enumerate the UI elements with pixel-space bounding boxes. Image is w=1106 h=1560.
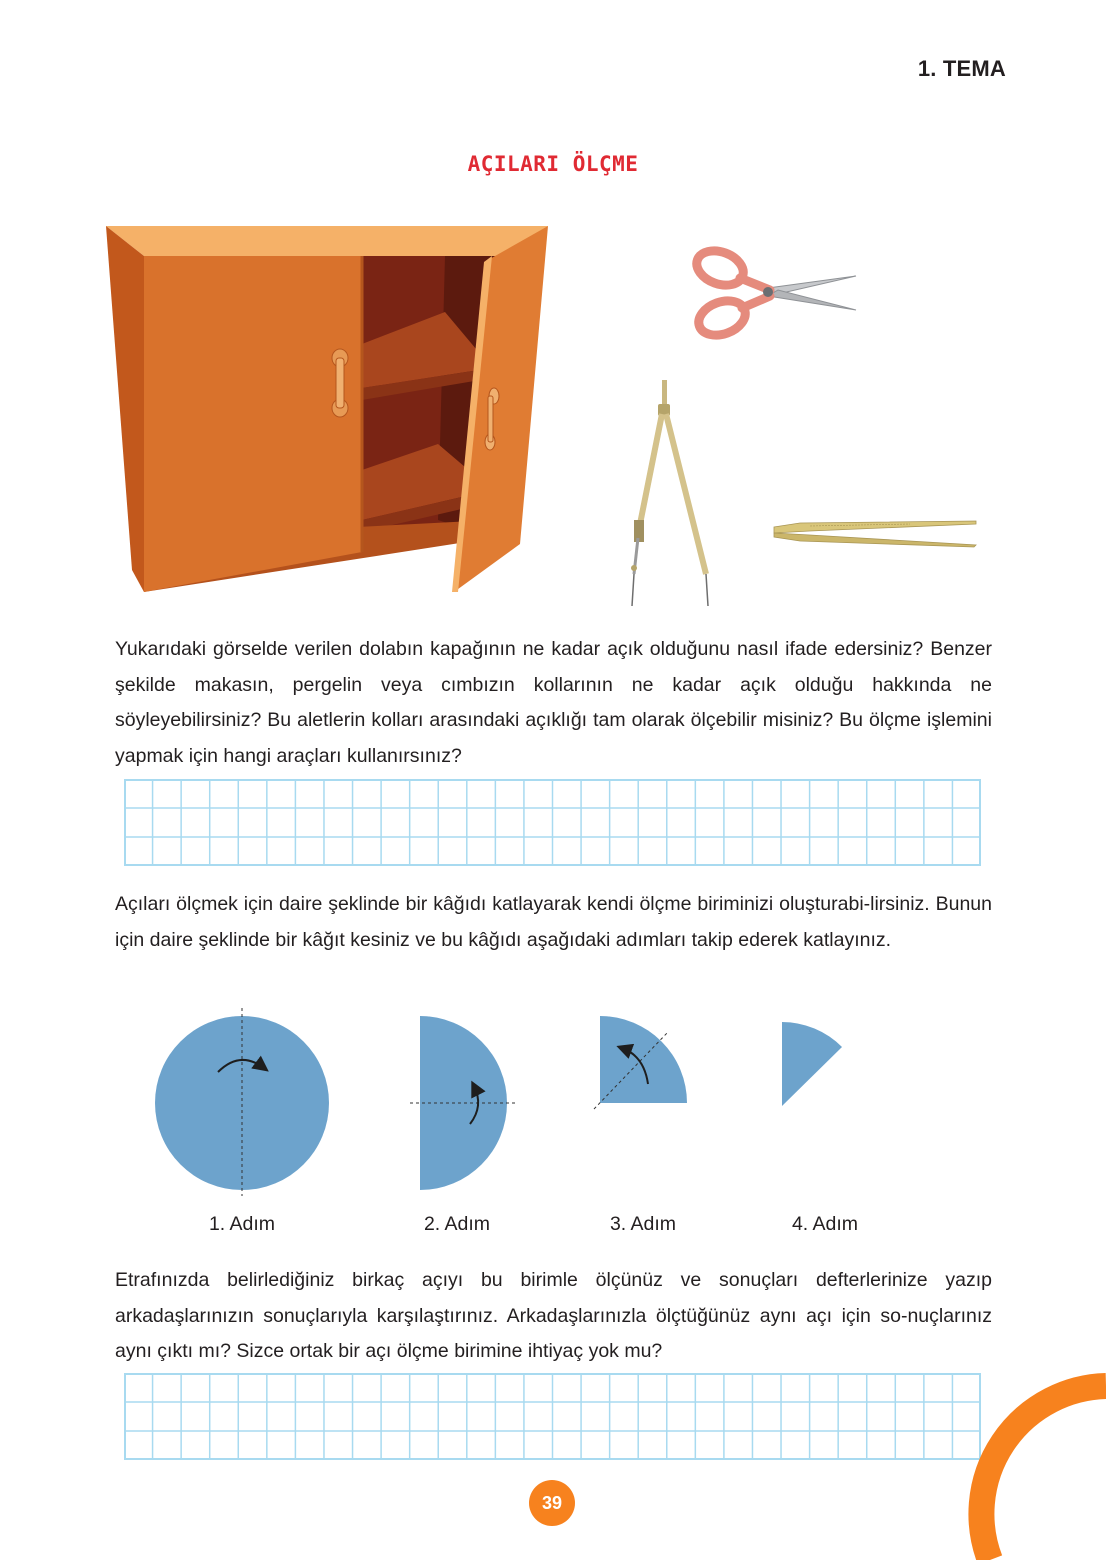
scissors-illustration <box>690 244 860 344</box>
cabinet-illustration <box>100 220 560 600</box>
page-title: AÇILARI ÖLÇME <box>467 152 639 176</box>
scissors-icon <box>692 245 856 341</box>
step-2-semicircle <box>410 1016 516 1190</box>
page-number: 39 <box>529 1480 575 1526</box>
grid-lines <box>124 779 981 866</box>
tweezers-illustration <box>770 515 982 551</box>
drawing-compass-icon <box>631 380 708 606</box>
answer-grid-2[interactable] <box>124 1373 981 1460</box>
step-4-eighth-circle <box>782 1022 842 1106</box>
instruction-paragraph: Açıları ölçmek için daire şeklinde bir kâğıdı katlayarak kendi ölçme biriminizi oluşturabi-lirsiniz. Bunun için daire şeklinde bir kâğıt kesiniz ve bu kâğıdı aşağıdaki adımları takip ederek katlayınız. <box>115 893 992 951</box>
compass-illustration <box>624 378 720 610</box>
tweezers-icon <box>774 521 976 547</box>
theme-label: 1. TEMA <box>917 56 1006 81</box>
grid-lines <box>124 1373 981 1460</box>
step-3-quarter-circle <box>594 1016 687 1109</box>
step-1-label: 1. Adım <box>208 1213 276 1235</box>
folding-steps-diagram <box>0 1000 1106 1250</box>
step-4-label: 4. Adım <box>791 1213 859 1235</box>
question-paragraph-2: Etrafınızda belirlediğiniz birkaç açıyı bu birimle ölçünüz ve sonuçları defterlerinize yazıp arkadaşlarınızın sonuçlarıyla karşılaştırınız. Arkadaşlarınızla ölçtüğünüz aynı açı için so-nuçlarınız aynı çıktı mı? Sizce ortak bir açı ölçme birimine ihtiyaç yok mu? <box>115 1269 992 1362</box>
step-3-label: 3. Adım <box>609 1213 677 1235</box>
answer-grid-1[interactable] <box>124 779 981 866</box>
cabinet-icon <box>106 226 548 592</box>
step-1-full-circle <box>155 1008 329 1196</box>
corner-decoration <box>960 1370 1106 1560</box>
question-paragraph-1: Yukarıdaki görselde verilen dolabın kapağının ne kadar açık olduğunu nasıl ifade edersiniz? Benzer şekilde makasın, pergelin veya cımbızın kollarının ne kadar açık olduğu hakkında ne söyleyebilirsiniz? Bu aletlerin kolları arasındaki açıklığı tam olarak ölçebilir misiniz? Bu ölçme işlemini yapmak için hangi araçları kullanırsınız? <box>115 638 992 767</box>
step-2-label: 2. Adım <box>423 1213 491 1235</box>
